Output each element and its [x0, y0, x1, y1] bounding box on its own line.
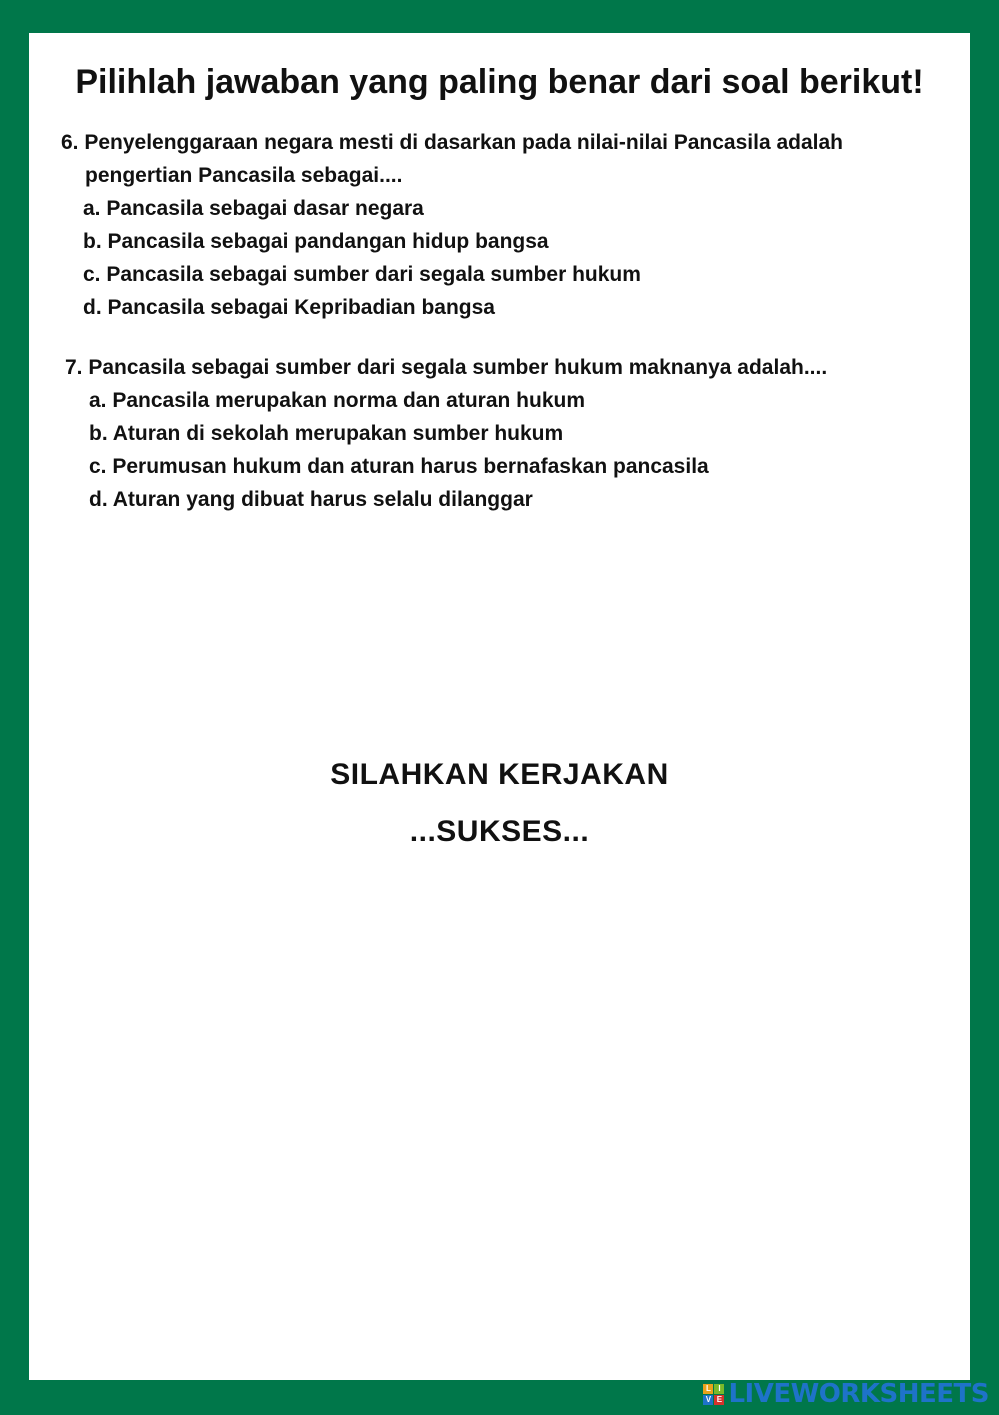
answer-option-c[interactable]: c. Perumusan hukum dan aturan harus bernafaskan pancasila [89, 455, 709, 478]
answer-options [65, 384, 827, 516]
logo-block-v: V [703, 1395, 713, 1405]
answer-option-a[interactable]: a. Pancasila merupakan norma dan aturan hukum [89, 389, 585, 412]
answer-option-b[interactable]: b. Pancasila sebagai pandangan hidup bangsa [83, 230, 549, 253]
answer-option-b[interactable]: b. Aturan di sekolah merupakan sumber hukum [89, 422, 564, 445]
liveworksheets-logo[interactable] [703, 1379, 989, 1409]
question-stem: 6. Penyelenggaraan negara mesti di dasarkan pada nilai-nilai Pancasila adalah [61, 131, 843, 154]
logo-text: LIVEWORKSHEETS [728, 1379, 989, 1409]
worksheet-page [29, 33, 970, 1380]
question-stem: 7. Pancasila sebagai sumber dari segala sumber hukum maknanya adalah.... [65, 356, 828, 379]
logo-block-l: L [703, 1384, 713, 1394]
closing-greeting: ...SUKSES... [409, 815, 590, 848]
answer-option-c[interactable]: c. Pancasila sebagai sumber dari segala sumber hukum [83, 263, 641, 286]
answer-option-d[interactable]: d. Aturan yang dibuat harus selalu dilanggar [89, 488, 533, 511]
question-7 [65, 351, 827, 516]
page-title: Pilihlah jawaban yang paling benar dari soal berikut! [75, 63, 924, 101]
answer-option-d[interactable]: d. Pancasila sebagai Kepribadian bangsa [83, 296, 495, 319]
question-stem-continued: pengertian Pancasila sebagai.... [85, 164, 403, 187]
logo-blocks-icon [703, 1384, 724, 1405]
logo-block-i: I [714, 1384, 724, 1394]
logo-block-e: E [714, 1395, 724, 1405]
closing-instruction: SILAHKAN KERJAKAN [330, 758, 669, 791]
question-6 [61, 126, 843, 324]
answer-options [61, 192, 843, 324]
answer-option-a[interactable]: a. Pancasila sebagai dasar negara [83, 197, 424, 220]
